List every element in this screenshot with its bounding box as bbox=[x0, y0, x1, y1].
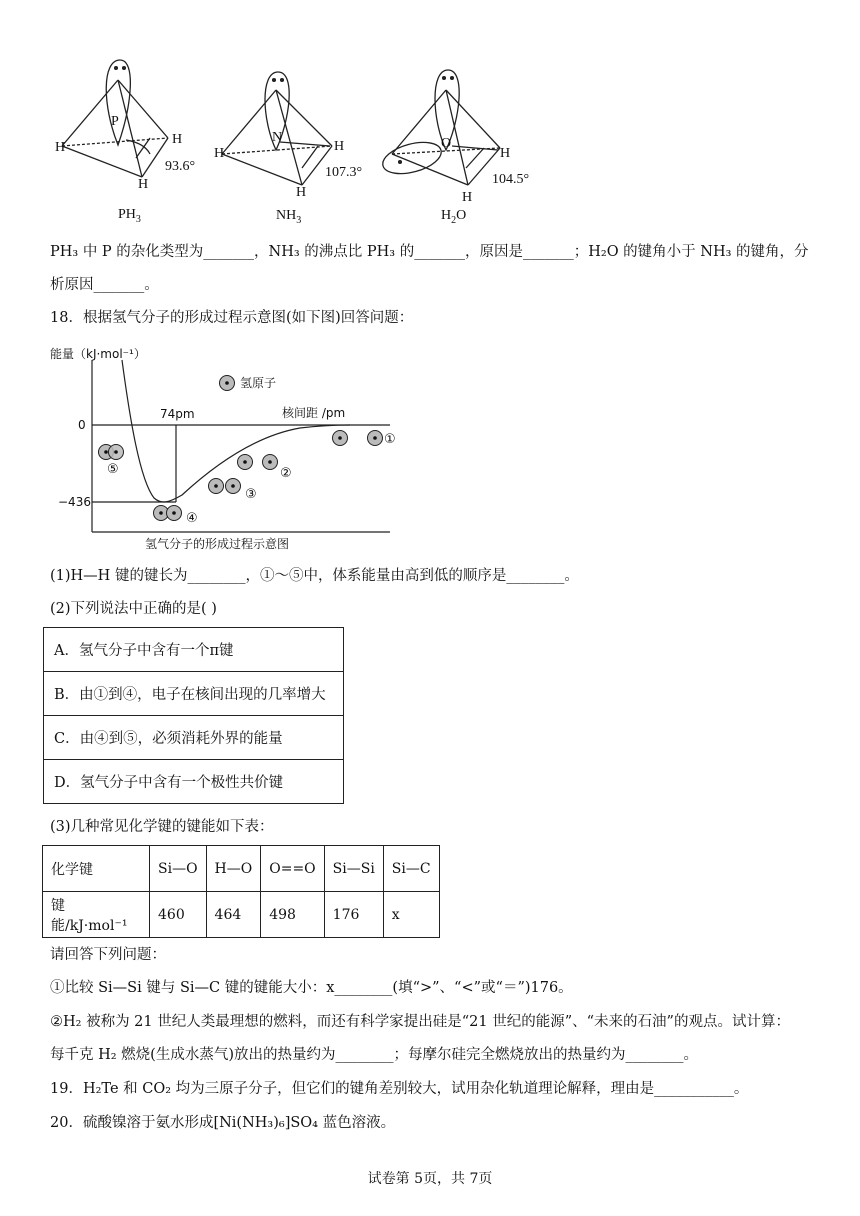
state-label-5: ⑤ bbox=[107, 462, 119, 477]
q18-sub-b1: ②H₂ 被称为 21 世纪人类最理想的燃料，而还有科学家提出硅是“21 世纪的能源”、“未来的石油”的观点。试计算： bbox=[50, 1014, 790, 1030]
chart-caption: 氢气分子的形成过程示意图 bbox=[145, 537, 290, 551]
state-label-1: ① bbox=[384, 432, 396, 447]
molecule-diagrams bbox=[40, 50, 560, 230]
chart-xlabel: 核间距 /pm bbox=[282, 406, 346, 420]
options-table bbox=[43, 627, 344, 804]
nh3-center-atom: N bbox=[272, 130, 283, 145]
value-sisi: 176 bbox=[324, 892, 383, 938]
state-1-atoms bbox=[333, 431, 383, 446]
ph3-h-right: H bbox=[172, 132, 183, 147]
state-label-4: ④ bbox=[186, 511, 198, 526]
q19: 19．H₂Te 和 CO₂ 均为三原子分子，但它们的键角差别较大，试用杂化轨道理论解释，理由是___________。 bbox=[50, 1081, 749, 1097]
nh3-diagram bbox=[222, 72, 332, 185]
state-4-atoms bbox=[154, 506, 182, 521]
state-label-3: ③ bbox=[245, 487, 257, 502]
value-sic: x bbox=[383, 892, 439, 938]
state-label-2: ② bbox=[280, 466, 292, 481]
h2o-h-right: H bbox=[500, 146, 511, 161]
nh3-formula: $NH_3$ bbox=[276, 208, 302, 226]
legend-atom-icon bbox=[220, 376, 235, 391]
q18-part2: (2)下列说法中正确的是( ) bbox=[50, 601, 217, 617]
h2-formation-chart bbox=[50, 340, 410, 556]
header-sio: Si—O bbox=[150, 846, 207, 892]
header-oo: O==O bbox=[261, 846, 324, 892]
nh3-h-left: H bbox=[214, 146, 225, 161]
ph3-center-atom: P bbox=[111, 114, 119, 129]
option-d: D．氢气分子中含有一个极性共价键 bbox=[44, 760, 344, 804]
row-label: 键能/kJ·mol⁻¹ bbox=[43, 892, 150, 938]
nh3-h-bottom: H bbox=[296, 185, 307, 200]
nh3-h-right: H bbox=[334, 139, 345, 154]
h2o-center-atom: O bbox=[441, 136, 452, 151]
h2o-angle: 104.5° bbox=[492, 172, 530, 187]
q18-sub-a: ①比较 Si—Si 键与 Si—C 键的键能大小：x________(填“>”、“<”或“＝”)176。 bbox=[50, 980, 573, 996]
value-oo: 498 bbox=[261, 892, 324, 938]
tick-x: 74pm bbox=[160, 407, 195, 421]
value-ho: 464 bbox=[206, 892, 261, 938]
q18-stem: 18．根据氢气分子的形成过程示意图(如下图)回答问题： bbox=[50, 310, 414, 326]
header-sisi: Si—Si bbox=[324, 846, 383, 892]
q18-part1: (1)H—H 键的键长为________，①～⑤中，体系能量由高到低的顺序是________。 bbox=[50, 568, 579, 584]
q17-line2: 析原因_______。 bbox=[50, 277, 159, 293]
nh3-angle: 107.3° bbox=[325, 165, 363, 180]
header-bond: 化学键 bbox=[43, 846, 150, 892]
ph3-h-bottom: H bbox=[138, 177, 149, 192]
option-a: A．氢气分子中含有一个π键 bbox=[44, 628, 344, 672]
q17-line1: PH₃ 中 P 的杂化类型为_______，NH₃ 的沸点比 PH₃ 的_______，原因是_______；H₂O 的键角小于 NH₃ 的键角，分 bbox=[50, 244, 809, 260]
q20: 20．硫酸镍溶于氨水形成[Ni(NH₃)₆]SO₄ 蓝色溶液。 bbox=[50, 1115, 396, 1131]
header-sic: Si—C bbox=[383, 846, 439, 892]
chart-legend: 氢原子 bbox=[240, 376, 277, 390]
tick-y0: 0 bbox=[78, 418, 86, 432]
ph3-h-left: H bbox=[55, 140, 66, 155]
h2o-diagram bbox=[379, 70, 500, 185]
option-b: B．由①到④，电子在核间出现的几率增大 bbox=[44, 672, 344, 716]
page-footer: 试卷第 5页，共 7页 bbox=[367, 1171, 493, 1187]
q18-sub-b2: 每千克 H₂ 燃烧(生成水蒸气)放出的热量约为________；每摩尔硅完全燃烧放出的热量约为________。 bbox=[50, 1047, 698, 1063]
header-ho: H—O bbox=[206, 846, 261, 892]
h2o-formula: $H_2O$ bbox=[441, 208, 467, 226]
h2o-h-bottom: H bbox=[462, 190, 473, 205]
state-3-atoms bbox=[209, 479, 241, 494]
value-sio: 460 bbox=[150, 892, 207, 938]
ph3-formula: $PH_3$ bbox=[118, 207, 141, 225]
state-5-atoms bbox=[99, 445, 124, 460]
tick-y1: −436 bbox=[58, 495, 91, 509]
chart-ylabel: 能量（kJ·mol⁻¹） bbox=[50, 347, 146, 361]
q18-ask: 请回答下列问题： bbox=[50, 947, 166, 963]
option-c: C．由④到⑤，必须消耗外界的能量 bbox=[44, 716, 344, 760]
state-2-atoms bbox=[238, 455, 278, 470]
q18-part3: (3)几种常见化学键的键能如下表： bbox=[50, 819, 274, 835]
bond-energy-table bbox=[42, 845, 440, 938]
ph3-angle: 93.6° bbox=[165, 159, 196, 174]
